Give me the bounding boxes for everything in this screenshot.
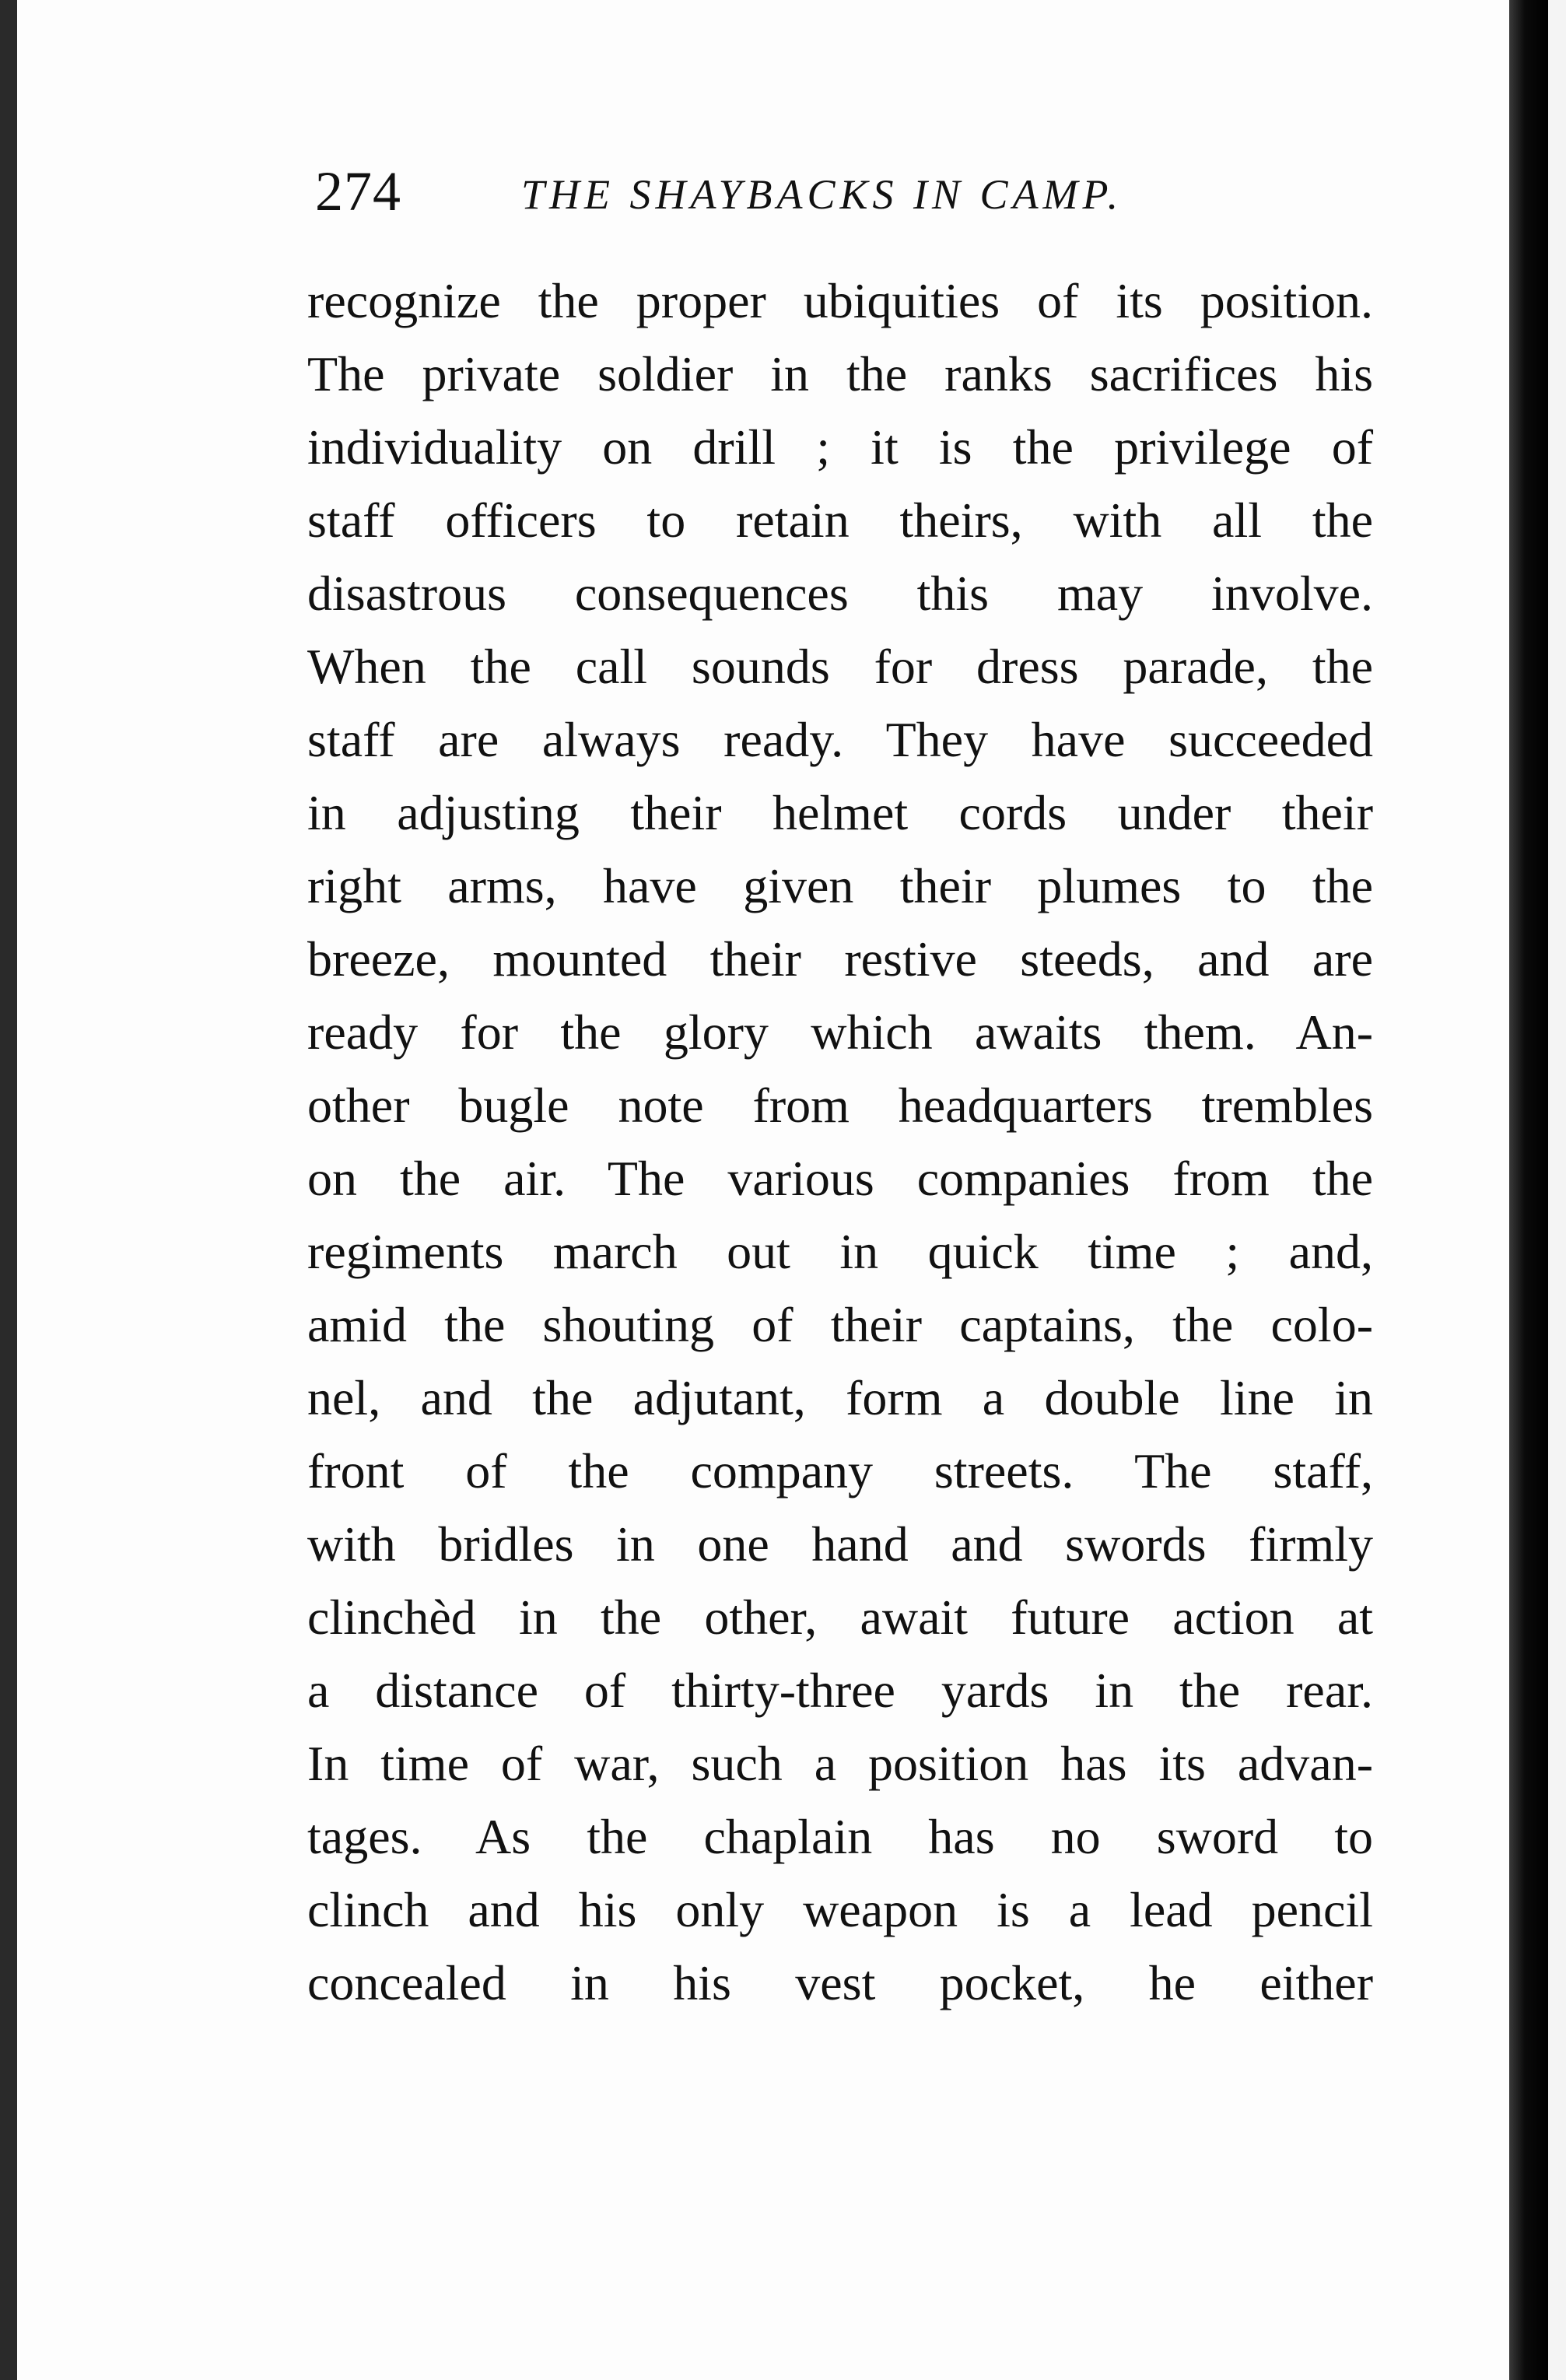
text-line: other bugle note from headquarters trembles xyxy=(307,1078,1373,1133)
scan-right-margin xyxy=(1548,0,1566,2380)
text-line: individuality on drill ; it is the privilege of xyxy=(307,419,1373,475)
text-line: regiments march out in quick time ; and, xyxy=(307,1224,1373,1279)
scan-left-edge xyxy=(0,0,17,2380)
text-line: disastrous consequences this may involve. xyxy=(307,566,1373,621)
text-line: in adjusting their helmet cords under their xyxy=(307,785,1373,840)
page-header xyxy=(315,159,1202,230)
text-line: amid the shouting of their captains, the colo- xyxy=(307,1297,1373,1352)
text-line: nel, and the adjutant, form a double line in xyxy=(307,1370,1373,1425)
text-line: When the call sounds for dress parade, the xyxy=(307,639,1373,694)
page-number: 274 xyxy=(315,160,401,223)
text-line: recognize the proper ubiquities of its position. xyxy=(307,273,1373,328)
text-line: on the air. The various companies from the xyxy=(307,1151,1373,1206)
running-title: THE SHAYBACKS IN CAMP. xyxy=(521,171,1123,218)
book-binding-edge xyxy=(1509,0,1548,2380)
text-line: with bridles in one hand and swords firmly xyxy=(307,1516,1373,1572)
text-line: concealed in his vest pocket, he either xyxy=(307,1955,1373,2010)
body-text xyxy=(307,265,1373,2020)
text-line: The private soldier in the ranks sacrifices his xyxy=(307,346,1373,401)
text-line: In time of war, such a position has its advan- xyxy=(307,1736,1373,1791)
text-line: a distance of thirty-three yards in the rear. xyxy=(307,1663,1373,1718)
text-line: ready for the glory which awaits them. An- xyxy=(307,1004,1373,1060)
text-line: staff officers to retain theirs, with all the xyxy=(307,492,1373,548)
text-line: clinchèd in the other, await future action at xyxy=(307,1590,1373,1645)
text-line: front of the company streets. The staff, xyxy=(307,1443,1373,1498)
text-line: staff are always ready. They have succeeded xyxy=(307,712,1373,767)
text-line: right arms, have given their plumes to the xyxy=(307,858,1373,913)
text-line: tages. As the chaplain has no sword to xyxy=(307,1809,1373,1864)
text-line: clinch and his only weapon is a lead pencil xyxy=(307,1882,1373,1937)
text-line: breeze, mounted their restive steeds, and are xyxy=(307,931,1373,987)
